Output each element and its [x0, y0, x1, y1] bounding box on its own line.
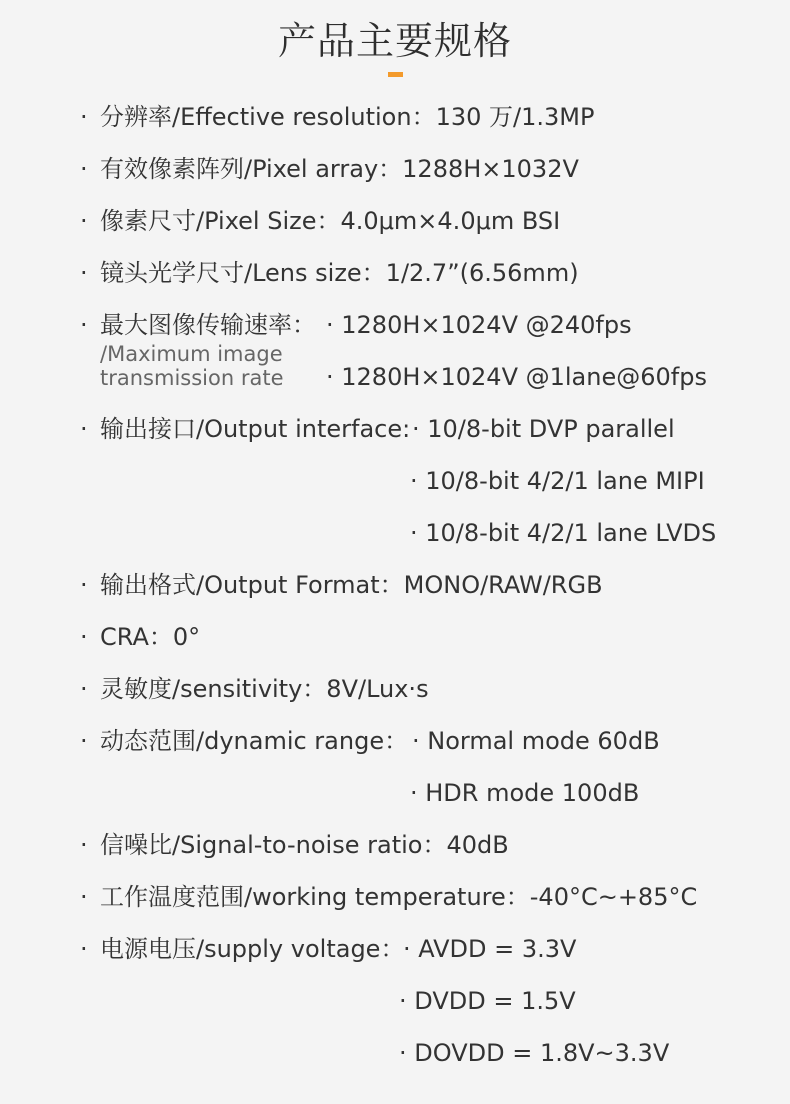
- spec-label: 电源电压/supply voltage：: [100, 935, 405, 963]
- spec-item-transmission-rate: [80, 309, 316, 341]
- spec-value: · 1280H×1024V @240fps: [326, 311, 632, 339]
- spec-value: · 10/8-bit DVP parallel: [412, 415, 675, 443]
- spec-text: CRA：0°: [100, 623, 201, 651]
- spec-value: · DOVDD = 1.8V~3.3V: [399, 1039, 670, 1067]
- bullet: ·: [80, 883, 88, 911]
- spec-value: · DVDD = 1.5V: [399, 987, 576, 1015]
- spec-item-sensitivity: [80, 673, 429, 705]
- bullet: ·: [80, 103, 88, 131]
- spec-value: · HDR mode 100dB: [410, 779, 640, 807]
- bullet: ·: [80, 623, 88, 651]
- spec-item-pixel-size: [80, 205, 560, 237]
- spec-text: 工作温度范围/working temperature：-40°C~+85°C: [100, 883, 698, 911]
- spec-item-supply-voltage: [80, 933, 404, 965]
- bullet: ·: [80, 259, 88, 287]
- spec-label: 输出接口/Output interface:: [100, 415, 411, 443]
- spec-item-resolution: [80, 101, 594, 133]
- spec-value: · 10/8-bit 4/2/1 lane LVDS: [410, 519, 717, 547]
- bullet: ·: [80, 831, 88, 859]
- bullet: ·: [80, 415, 88, 443]
- spec-text: 像素尺寸/Pixel Size：4.0μm×4.0μm BSI: [100, 207, 561, 235]
- bullet: ·: [80, 675, 88, 703]
- page-title: 产品主要规格: [277, 19, 512, 63]
- spec-text: 信噪比/Signal-to-noise ratio：40dB: [100, 831, 509, 859]
- bullet: ·: [80, 935, 88, 963]
- spec-item-cra: [80, 621, 200, 653]
- spec-item-snr: [80, 829, 509, 861]
- spec-text: 灵敏度/sensitivity：8V/Lux·s: [100, 675, 429, 703]
- spec-note: transmission rate: [100, 366, 284, 390]
- spec-label: 动态范围/dynamic range：: [100, 727, 409, 755]
- spec-item-pixel-array: [80, 153, 579, 185]
- spec-item-output-interface: [80, 413, 410, 445]
- spec-label: 最大图像传输速率：: [100, 311, 316, 339]
- spec-item-lens-size: [80, 257, 579, 289]
- spec-value: · AVDD = 3.3V: [403, 935, 577, 963]
- spec-value: · 1280H×1024V @1lane@60fps: [326, 363, 707, 391]
- spec-note: /Maximum image: [100, 342, 283, 366]
- spec-item-working-temperature: [80, 881, 697, 913]
- bullet: ·: [80, 207, 88, 235]
- bullet: ·: [80, 311, 88, 339]
- bullet: ·: [80, 571, 88, 599]
- spec-item-output-format: [80, 569, 603, 601]
- spec-text: 分辨率/Effective resolution：130 万/1.3MP: [100, 103, 595, 131]
- spec-text: 镜头光学尺寸/Lens size：1/2.7”(6.56mm): [100, 259, 579, 287]
- spec-item-dynamic-range: [80, 725, 408, 757]
- bullet: ·: [80, 727, 88, 755]
- spec-text: 有效像素阵列/Pixel array：1288H×1032V: [100, 155, 579, 183]
- spec-value: · 10/8-bit 4/2/1 lane MIPI: [410, 467, 705, 495]
- bullet: ·: [80, 155, 88, 183]
- spec-text: 输出格式/Output Format：MONO/RAW/RGB: [100, 571, 603, 599]
- title-accent-bar: [388, 72, 403, 77]
- spec-value: · Normal mode 60dB: [412, 727, 660, 755]
